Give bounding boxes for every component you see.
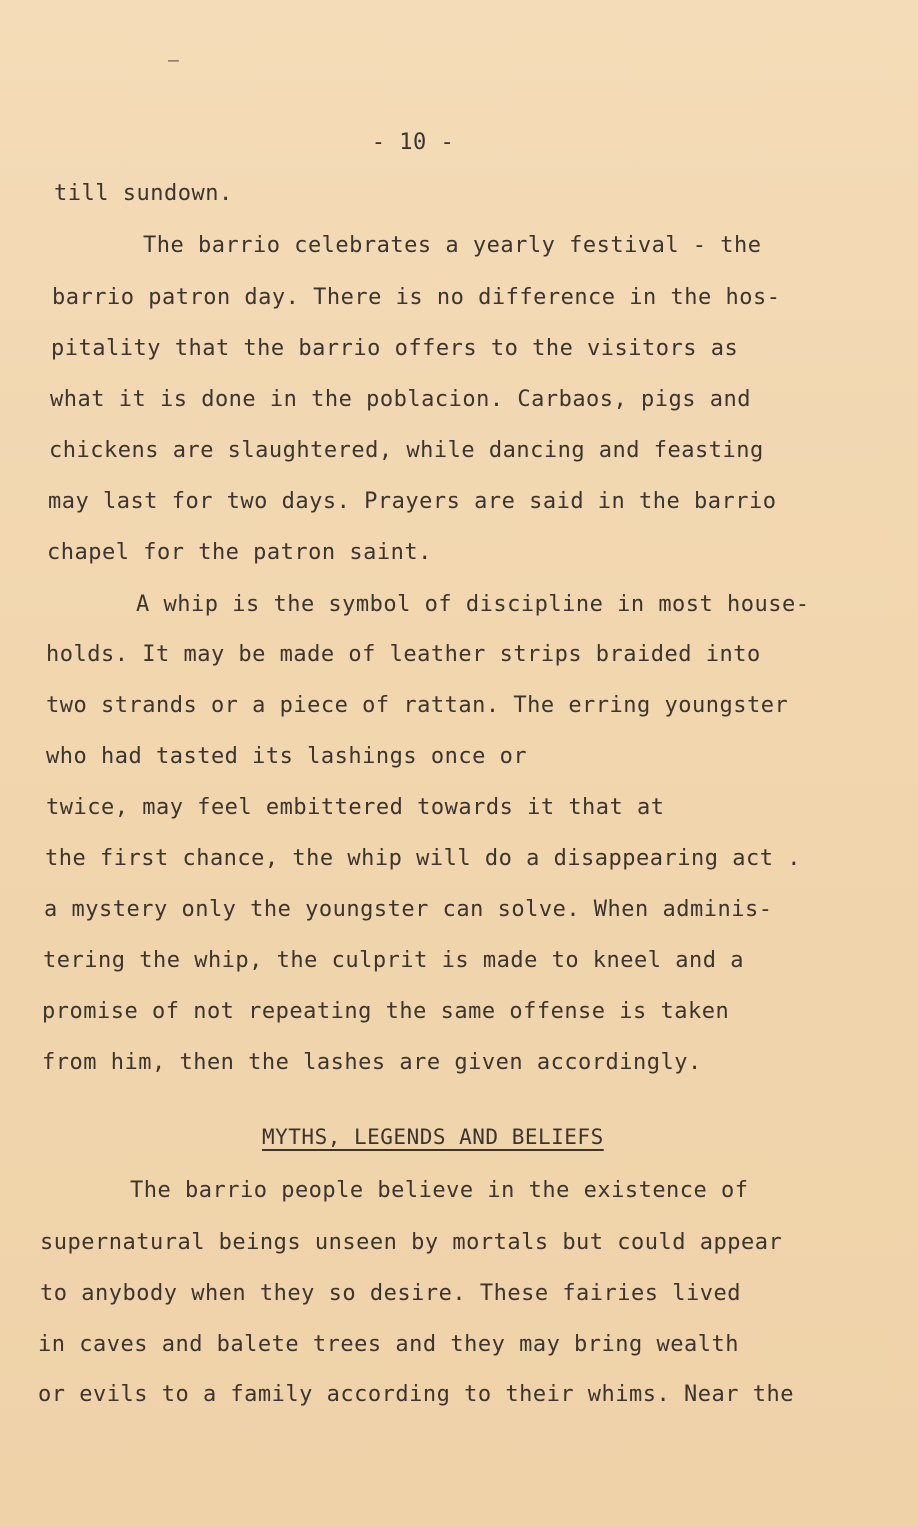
- text-line: chickens are slaughtered, while dancing and feasting: [49, 438, 764, 463]
- text-line: to anybody when they so desire. These fairies lived: [40, 1281, 742, 1306]
- text-line: may last for two days. Prayers are said in the barrio: [48, 489, 777, 514]
- text-line: The barrio people believe in the existence of: [130, 1178, 749, 1203]
- text-line: chapel for the patron saint.: [47, 540, 432, 565]
- top-mark: —: [168, 50, 180, 71]
- page-number: - 10 -: [371, 130, 455, 155]
- text-line: from him, then the lashes are given accordingly.: [42, 1050, 702, 1075]
- text-line: or evils to a family according to their whims. Near the: [38, 1382, 794, 1407]
- text-line: twice, may feel embittered towards it that at: [46, 795, 665, 820]
- text-line: a mystery only the youngster can solve. When adminis-: [44, 897, 773, 922]
- text-line: two strands or a piece of rattan. The erring youngster: [46, 693, 789, 718]
- text-line: pitality that the barrio offers to the visitors as: [51, 336, 739, 361]
- text-line: holds. It may be made of leather strips braided into: [46, 642, 761, 667]
- text-line: barrio patron day. There is no difference in the hos-: [52, 285, 781, 310]
- text-line: A whip is the symbol of discipline in most house-: [136, 592, 810, 617]
- text-line: tering the whip, the culprit is made to kneel and a: [43, 948, 745, 973]
- section-heading: MYTHS, LEGENDS AND BELIEFS: [262, 1125, 604, 1149]
- text-line: in caves and balete trees and they may bring wealth: [38, 1332, 740, 1357]
- text-line: supernatural beings unseen by mortals but could appear: [40, 1230, 783, 1255]
- text-line: the first chance, the whip will do a disappearing act .: [45, 846, 801, 871]
- text-line: who had tasted its lashings once or: [46, 744, 528, 769]
- text-line: The barrio celebrates a yearly festival - the: [143, 233, 762, 258]
- text-line: till sundown.: [54, 181, 233, 206]
- text-line: promise of not repeating the same offense is taken: [42, 999, 730, 1024]
- text-line: what it is done in the poblacion. Carbaos, pigs and: [50, 387, 752, 412]
